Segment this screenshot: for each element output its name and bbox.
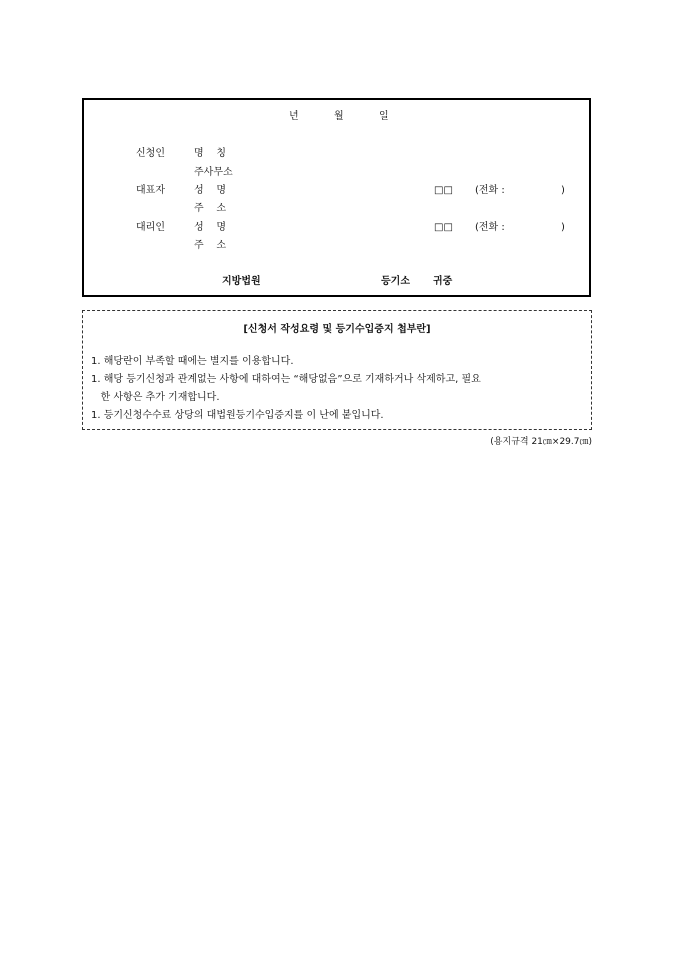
representative-name-label: 성 명 [194, 185, 227, 196]
agent-address-label: 주 소 [194, 240, 227, 251]
agent-phone-label: (전화 : [475, 222, 505, 233]
applicant-office-label: 주사무소 [194, 167, 233, 178]
representative-label: 대표자 [136, 185, 165, 196]
paper-size-note: (용지규격 21㎝×29.7㎝) [490, 437, 592, 447]
addressee-label: 귀중 [433, 276, 453, 287]
guide-item: 1. 등기신청수수료 상당의 대법원등기수입증지를 이 난에 붙입니다. [91, 410, 384, 421]
year-label: 년 [289, 111, 299, 122]
representative-seal-placeholder: □□ [434, 185, 453, 196]
guide-item-continuation: 한 사항은 추가 기재합니다. [91, 392, 220, 403]
guide-title: [신청서 작성요령 및 등기수입증지 첩부란] [243, 324, 431, 335]
registry-label: 등기소 [381, 276, 410, 287]
application-form-box [82, 98, 591, 297]
day-label: 일 [379, 111, 389, 122]
representative-address-label: 주 소 [194, 203, 227, 214]
guide-item: 1. 해당 등기신청과 관계없는 사항에 대하여는 “해당없음”으로 기재하거나 삭제하고, 필요 [91, 374, 481, 385]
month-label: 월 [334, 111, 344, 122]
agent-phone-close: ) [561, 222, 565, 233]
agent-seal-placeholder: □□ [434, 222, 453, 233]
representative-phone-label: (전화 : [475, 185, 505, 196]
court-label: 지방법원 [222, 276, 261, 287]
applicant-name-label: 명 칭 [194, 148, 227, 159]
agent-label: 대리인 [136, 222, 165, 233]
representative-phone-close: ) [561, 185, 565, 196]
applicant-label: 신청인 [136, 148, 165, 159]
agent-name-label: 성 명 [194, 222, 227, 233]
guide-item: 1. 해당란이 부족할 때에는 별지를 이용합니다. [91, 356, 294, 367]
stamp-attachment-guide-box [82, 310, 592, 430]
